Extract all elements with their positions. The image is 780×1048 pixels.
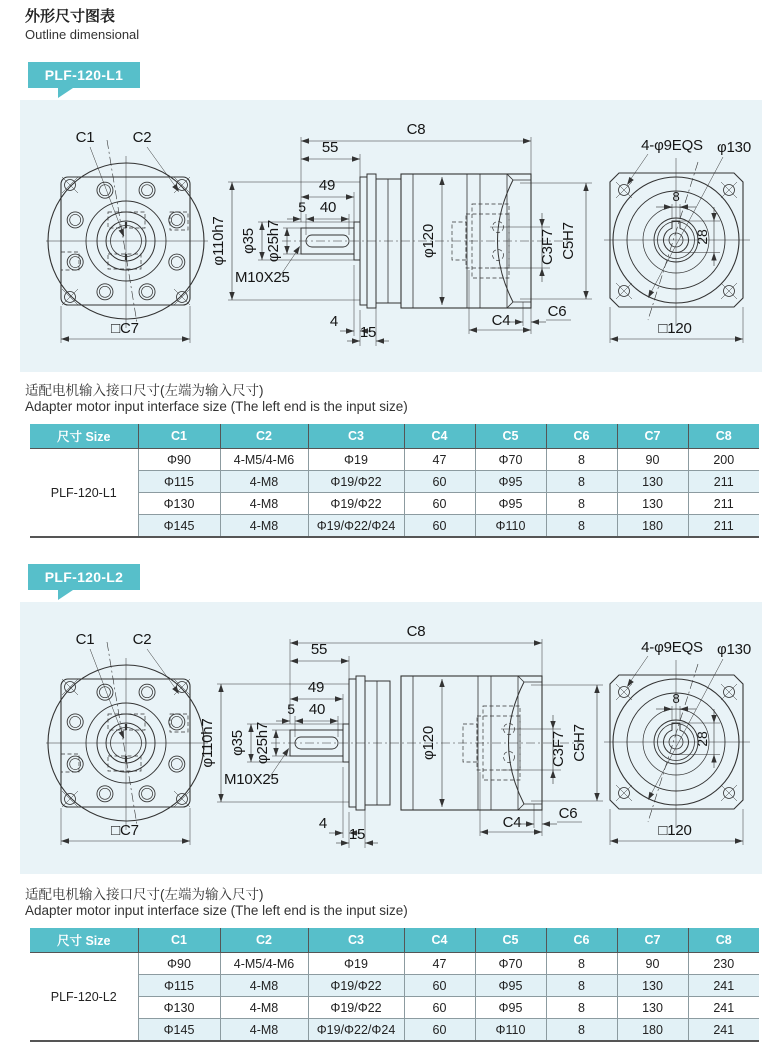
dim-cell: 4-M8 bbox=[220, 471, 308, 493]
dim-cell: 130 bbox=[617, 997, 688, 1019]
dim-cell: 60 bbox=[404, 493, 475, 515]
outline-drawing-l1-svg bbox=[20, 100, 762, 372]
dim-cell: 8 bbox=[546, 449, 617, 471]
column-header-0: 尺寸 Size bbox=[30, 928, 138, 953]
dim-cell: 90 bbox=[617, 449, 688, 471]
dim-cell: 230 bbox=[688, 953, 759, 975]
dim-label-c5: C5H7 bbox=[560, 222, 577, 260]
dim-cell: 241 bbox=[688, 975, 759, 997]
column-header-6: C6 bbox=[546, 928, 617, 953]
dim-label-len55: 55 bbox=[321, 139, 339, 156]
dim-label-c8: C8 bbox=[406, 623, 426, 640]
adapter-note-zh: 适配电机输入接口尺寸(左端为输入尺寸) bbox=[25, 383, 264, 398]
dim-cell: 90 bbox=[617, 953, 688, 975]
column-header-2: C2 bbox=[220, 928, 308, 953]
column-header-3: C3 bbox=[308, 424, 404, 449]
column-header-8: C8 bbox=[688, 928, 759, 953]
dim-cell: 200 bbox=[688, 449, 759, 471]
dim-cell: Φ19/Φ22 bbox=[308, 471, 404, 493]
column-header-4: C4 bbox=[404, 424, 475, 449]
dim-label-c6: C6 bbox=[558, 805, 578, 822]
dim-label-d25: φ25h7 bbox=[265, 219, 282, 263]
dim-label-d25: φ25h7 bbox=[254, 721, 271, 765]
dim-cell: 130 bbox=[617, 493, 688, 515]
dim-cell: 8 bbox=[546, 493, 617, 515]
dim-label-d35: φ35 bbox=[229, 730, 246, 756]
dim-cell: 60 bbox=[404, 975, 475, 997]
dim-cell: Φ19/Φ22 bbox=[308, 997, 404, 1019]
dim-cell: 211 bbox=[688, 471, 759, 493]
dim-label-m10: M10X25 bbox=[224, 771, 279, 788]
dim-cell: 47 bbox=[404, 953, 475, 975]
dim-label-c4: C4 bbox=[491, 312, 511, 329]
dim-label-d110: φ110h7 bbox=[210, 216, 227, 266]
column-header-1: C1 bbox=[138, 928, 220, 953]
dim-cell: 4-M8 bbox=[220, 975, 308, 997]
dim-label-len49: 49 bbox=[318, 177, 336, 194]
dim-cell: Φ90 bbox=[138, 449, 220, 471]
table-row bbox=[30, 975, 759, 997]
dim-cell: 8 bbox=[546, 471, 617, 493]
dim-cell: 60 bbox=[404, 997, 475, 1019]
dim-cell: Φ115 bbox=[138, 975, 220, 997]
dim-label-c6: C6 bbox=[547, 303, 567, 320]
column-header-7: C7 bbox=[617, 928, 688, 953]
dim-cell: Φ70 bbox=[475, 953, 546, 975]
dim-label-key8: 8 bbox=[672, 691, 680, 706]
column-header-3: C3 bbox=[308, 928, 404, 953]
outline-drawing-l2-svg bbox=[20, 602, 762, 874]
dim-cell: 60 bbox=[404, 515, 475, 538]
dim-cell: 47 bbox=[404, 449, 475, 471]
dim-cell: Φ110 bbox=[475, 1019, 546, 1042]
adapter-note-zh: 适配电机输入接口尺寸(左端为输入尺寸) bbox=[25, 887, 264, 902]
table-row bbox=[30, 493, 759, 515]
dimension-table-l2 bbox=[30, 928, 759, 1042]
dim-cell: 8 bbox=[546, 975, 617, 997]
dim-label-len55: 55 bbox=[310, 641, 328, 658]
dim-label-c5: C5H7 bbox=[571, 724, 588, 762]
table-row bbox=[30, 953, 759, 975]
table-row bbox=[30, 515, 759, 538]
column-header-4: C4 bbox=[404, 928, 475, 953]
dim-cell: Φ130 bbox=[138, 997, 220, 1019]
dim-label-sq120: □120 bbox=[658, 320, 692, 337]
column-header-5: C5 bbox=[475, 928, 546, 953]
column-header-0: 尺寸 Size bbox=[30, 424, 138, 449]
dim-label-d35: φ35 bbox=[240, 228, 257, 254]
dim-cell: 241 bbox=[688, 997, 759, 1019]
dim-label-c1: C1 bbox=[75, 129, 95, 146]
dim-label-m10: M10X25 bbox=[235, 269, 290, 286]
table-header-row bbox=[30, 928, 759, 953]
dim-cell: Φ115 bbox=[138, 471, 220, 493]
dimension-table-l1 bbox=[30, 424, 759, 538]
dim-cell: 4-M8 bbox=[220, 1019, 308, 1042]
dim-cell: 211 bbox=[688, 493, 759, 515]
dim-cell: Φ19/Φ22/Φ24 bbox=[308, 515, 404, 538]
dim-label-len4: 4 bbox=[318, 815, 328, 832]
dim-label-key28: 28 bbox=[694, 731, 710, 747]
dim-label-key8: 8 bbox=[672, 189, 680, 204]
dim-label-c2: C2 bbox=[132, 129, 152, 146]
column-header-5: C5 bbox=[475, 424, 546, 449]
dim-label-len49: 49 bbox=[307, 679, 325, 696]
dim-cell: 180 bbox=[617, 515, 688, 538]
dim-label-c1: C1 bbox=[75, 631, 95, 648]
dim-cell: Φ130 bbox=[138, 493, 220, 515]
dim-cell: Φ19 bbox=[308, 449, 404, 471]
dim-label-len40: 40 bbox=[308, 701, 326, 718]
dim-cell: 4-M8 bbox=[220, 997, 308, 1019]
page-title-zh: 外形尺寸图表 bbox=[25, 8, 116, 25]
adapter-note-en: Adapter motor input interface size (The left end is the input size) bbox=[25, 399, 408, 414]
dim-cell: 130 bbox=[617, 975, 688, 997]
dim-cell: Φ145 bbox=[138, 1019, 220, 1042]
dim-cell: Φ19/Φ22 bbox=[308, 493, 404, 515]
dim-label-c7: □C7 bbox=[111, 320, 139, 337]
dim-label-c2: C2 bbox=[132, 631, 152, 648]
column-header-6: C6 bbox=[546, 424, 617, 449]
dim-label-sq120: □120 bbox=[658, 822, 692, 839]
dim-cell: Φ19/Φ22 bbox=[308, 975, 404, 997]
outline-drawing-l1 bbox=[20, 100, 762, 372]
dim-label-d120: φ120 bbox=[420, 726, 437, 760]
page-title-en: Outline dimensional bbox=[25, 27, 140, 42]
dim-cell: Φ95 bbox=[475, 997, 546, 1019]
dim-cell: 8 bbox=[546, 1019, 617, 1042]
dim-cell: Φ90 bbox=[138, 953, 220, 975]
dim-label-d110: φ110h7 bbox=[199, 718, 216, 768]
dim-cell: 60 bbox=[404, 471, 475, 493]
table-row bbox=[30, 997, 759, 1019]
dim-cell: 60 bbox=[404, 1019, 475, 1042]
dim-label-d130: φ130 bbox=[717, 641, 751, 658]
dim-cell: 180 bbox=[617, 1019, 688, 1042]
dim-label-len40: 40 bbox=[319, 199, 337, 216]
dim-label-c7: □C7 bbox=[111, 822, 139, 839]
dim-cell: Φ95 bbox=[475, 471, 546, 493]
column-header-2: C2 bbox=[220, 424, 308, 449]
dim-label-d130: φ130 bbox=[717, 139, 751, 156]
dim-label-key28: 28 bbox=[694, 229, 710, 245]
row-group-label: PLF-120-L1 bbox=[30, 449, 138, 538]
dim-cell: 4-M5/4-M6 bbox=[220, 449, 308, 471]
adapter-note-en: Adapter motor input interface size (The left end is the input size) bbox=[25, 903, 408, 918]
dim-cell: 4-M8 bbox=[220, 493, 308, 515]
dim-label-holes: 4-φ9EQS bbox=[641, 137, 703, 154]
dim-label-c3: C3F7 bbox=[539, 229, 556, 265]
dim-label-d120: φ120 bbox=[420, 224, 437, 258]
dim-label-c4: C4 bbox=[502, 814, 522, 831]
dim-label-holes: 4-φ9EQS bbox=[641, 639, 703, 656]
dim-cell: 211 bbox=[688, 515, 759, 538]
table-header-row bbox=[30, 424, 759, 449]
dim-cell: 4-M5/4-M6 bbox=[220, 953, 308, 975]
dim-cell: Φ95 bbox=[475, 493, 546, 515]
dim-cell: 241 bbox=[688, 1019, 759, 1042]
column-header-8: C8 bbox=[688, 424, 759, 449]
dim-label-len5: 5 bbox=[287, 701, 295, 717]
row-group-label: PLF-120-L2 bbox=[30, 953, 138, 1042]
table-row bbox=[30, 1019, 759, 1042]
dim-cell: 4-M8 bbox=[220, 515, 308, 538]
dim-label-c8: C8 bbox=[406, 121, 426, 138]
dim-label-c3: C3F7 bbox=[550, 731, 567, 767]
column-header-7: C7 bbox=[617, 424, 688, 449]
dim-cell: Φ70 bbox=[475, 449, 546, 471]
dim-cell: Φ95 bbox=[475, 975, 546, 997]
dim-label-len15: 15 bbox=[359, 324, 377, 341]
dim-label-len4: 4 bbox=[329, 313, 339, 330]
dim-cell: Φ110 bbox=[475, 515, 546, 538]
dim-cell: 8 bbox=[546, 997, 617, 1019]
table-row bbox=[30, 471, 759, 493]
dim-label-len5: 5 bbox=[298, 199, 306, 215]
dim-cell: 130 bbox=[617, 471, 688, 493]
dim-cell: 8 bbox=[546, 953, 617, 975]
dim-cell: 8 bbox=[546, 515, 617, 538]
model-badge-plf-120-l1: PLF-120-L1 bbox=[28, 62, 140, 88]
dim-label-len15: 15 bbox=[348, 826, 366, 843]
outline-drawing-l2 bbox=[20, 602, 762, 874]
table-row bbox=[30, 449, 759, 471]
dim-cell: Φ145 bbox=[138, 515, 220, 538]
column-header-1: C1 bbox=[138, 424, 220, 449]
dim-cell: Φ19 bbox=[308, 953, 404, 975]
dim-cell: Φ19/Φ22/Φ24 bbox=[308, 1019, 404, 1042]
model-badge-plf-120-l2: PLF-120-L2 bbox=[28, 564, 140, 590]
